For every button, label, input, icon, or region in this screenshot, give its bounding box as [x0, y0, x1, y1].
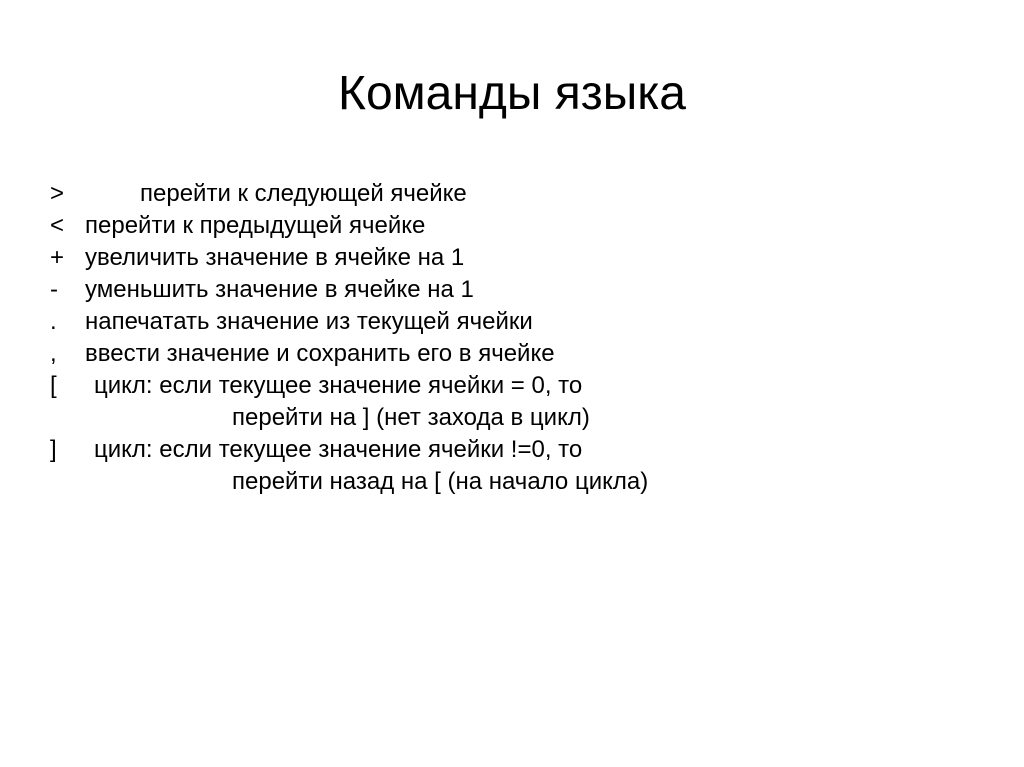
command-description: цикл: если текущее значение ячейки !=0, то: [94, 436, 583, 463]
command-description: перейти к предыдущей ячейке: [85, 212, 426, 239]
slide-title: Команды языка: [338, 67, 686, 120]
command-row-loop-start-continuation: [0, 402, 1024, 434]
command-row-print: [0, 306, 1024, 338]
command-row-input: [0, 338, 1024, 370]
command-row-loop-end: [0, 434, 1024, 466]
command-symbol: .: [50, 308, 57, 335]
command-row-loop-start: [0, 370, 1024, 402]
command-symbol: <: [50, 212, 65, 239]
command-symbol: +: [50, 244, 65, 271]
command-description: ввести значение и сохранить его в ячейке: [85, 340, 555, 367]
command-symbol: [: [50, 372, 57, 399]
command-symbol: >: [50, 180, 65, 207]
command-row-previous-cell: [0, 210, 1024, 242]
command-description: уменьшить значение в ячейке на 1: [85, 276, 474, 303]
command-description: цикл: если текущее значение ячейки = 0, то: [94, 372, 583, 399]
command-row-next-cell: [0, 178, 1024, 210]
command-description: перейти к следующей ячейке: [140, 180, 467, 207]
command-row-increment: [0, 242, 1024, 274]
command-row-loop-end-continuation: [0, 466, 1024, 498]
command-description-continuation: перейти на ] (нет захода в цикл): [232, 404, 590, 431]
command-symbol: ,: [50, 340, 57, 367]
command-description: напечатать значение из текущей ячейки: [85, 308, 533, 335]
command-symbol: ]: [50, 436, 57, 463]
command-symbol: -: [50, 276, 58, 303]
command-description: увеличить значение в ячейке на 1: [85, 244, 465, 271]
command-row-decrement: [0, 274, 1024, 306]
command-description-continuation: перейти назад на [ (на начало цикла): [232, 468, 649, 495]
